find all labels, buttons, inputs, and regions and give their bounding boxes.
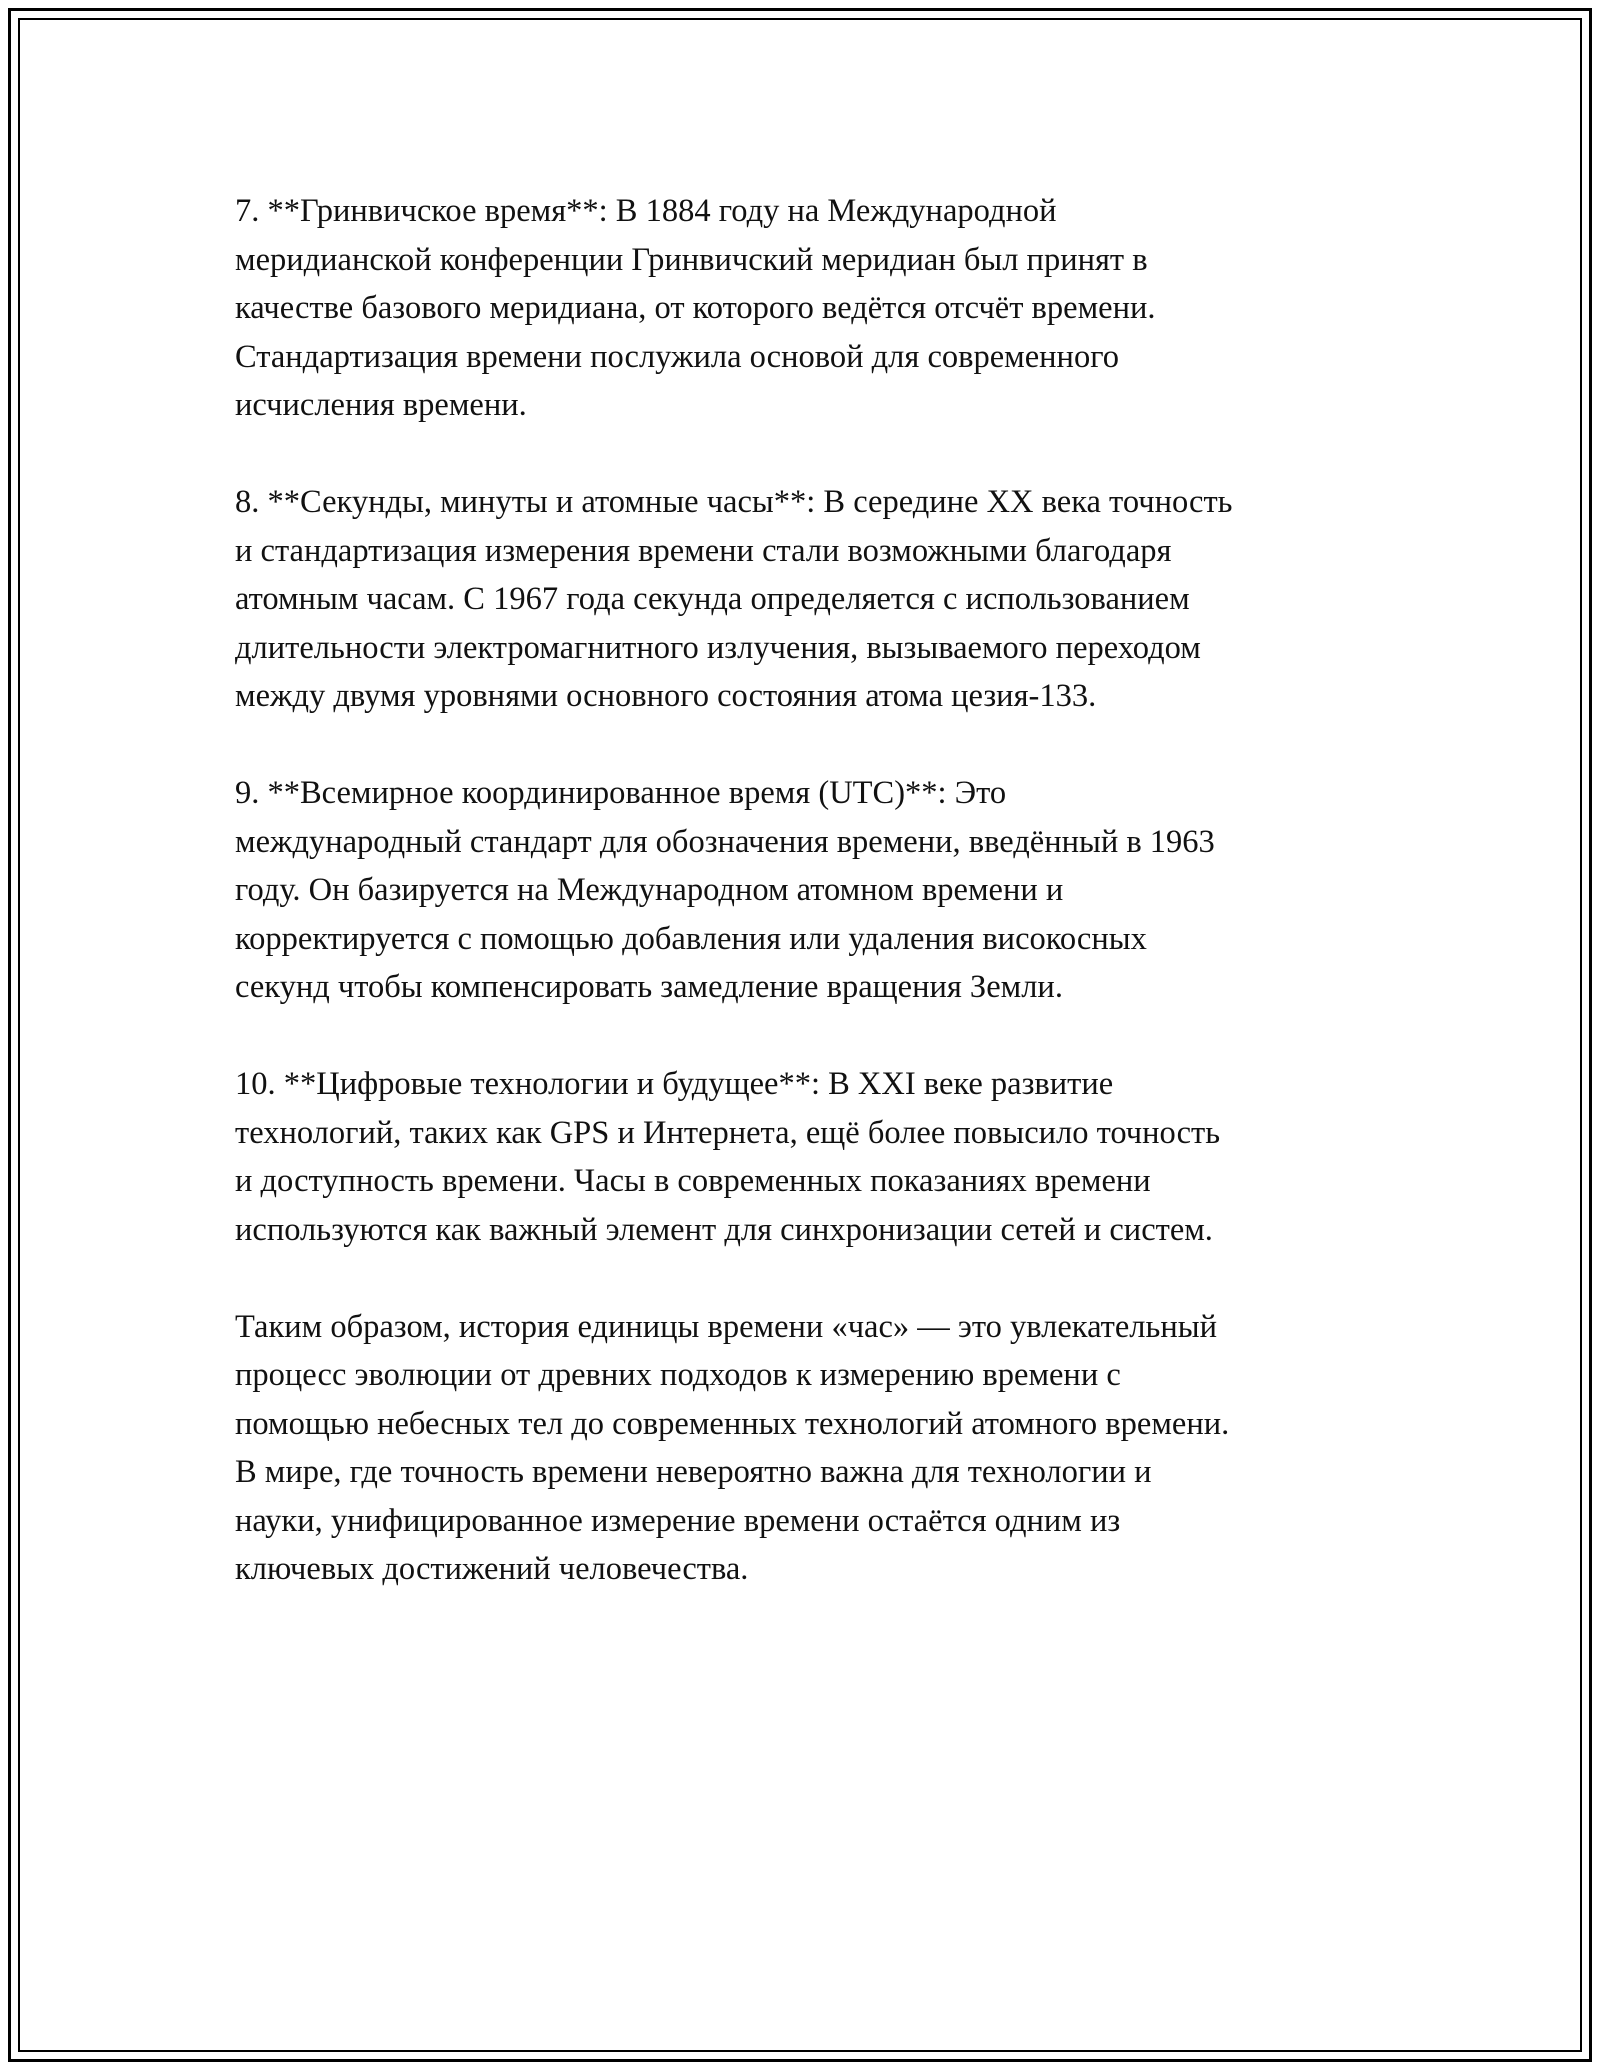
text-line: меридианской конференции Гринвичский меридиан был принят в: [235, 241, 1148, 278]
paragraph-digital-technologies: [235, 1060, 1370, 1254]
paragraph-greenwich-time: [235, 187, 1370, 430]
text-line: между двумя уровнями основного состояния атома цезия-133.: [235, 678, 1097, 714]
paragraph-conclusion: [235, 1303, 1370, 1594]
text-line: используются как важный элемент для синхронизации сетей и систем.: [235, 1211, 1213, 1248]
text-line: качестве базового меридиана, от которого ведётся отсчёт времени.: [235, 290, 1156, 326]
text-line: исчисления времени.: [235, 387, 527, 423]
text-line: 9. **Всемирное координированное время (UTC)**: Это: [235, 775, 1007, 811]
text-line: корректируется с помощью добавления или удаления високосных: [235, 920, 1147, 957]
text-line: и доступность времени. Часы в современных показаниях времени: [235, 1163, 1151, 1199]
paragraph-atomic-clocks: [235, 478, 1370, 721]
text-line: международный стандарт для обозначения времени, введённый в 1963: [235, 823, 1215, 860]
text-line: атомным часам. С 1967 года секунда определяется с использованием: [235, 581, 1190, 617]
text-line: Стандартизация времени послужила основой для современного: [235, 338, 1119, 375]
text-line: Таким образом, история единицы времени «час» — это увлекательный: [235, 1308, 1217, 1345]
text-line: 8. **Секунды, минуты и атомные часы**: В середине XX века точность: [235, 484, 1233, 520]
text-line: секунд чтобы компенсировать замедление вращения Земли.: [235, 969, 1063, 1005]
text-line: длительности электромагнитного излучения, вызываемого переходом: [235, 629, 1201, 666]
text-line: процесс эволюции от древних подходов к измерению времени с: [235, 1357, 1121, 1393]
text-line: науки, унифицированное измерение времени остаётся одним из: [235, 1502, 1121, 1539]
paragraph-utc: [235, 769, 1370, 1012]
text-line: 7. **Гринвичское время**: В 1884 году на Международной: [235, 193, 1057, 229]
text-line: 10. **Цифровые технологии и будущее**: В XXI веке развитие: [235, 1066, 1114, 1102]
document-body: [235, 187, 1370, 1642]
text-line: помощью небесных тел до современных технологий атомного времени.: [235, 1405, 1230, 1442]
text-line: ключевых достижений человечества.: [235, 1551, 749, 1587]
text-line: технологий, таких как GPS и Интернета, ещё более повысило точность: [235, 1114, 1221, 1151]
text-line: году. Он базируется на Международном атомном времени и: [235, 872, 1064, 908]
text-line: и стандартизация измерения времени стали возможными благодаря: [235, 532, 1172, 569]
text-line: В мире, где точность времени невероятно важна для технологии и: [235, 1454, 1152, 1490]
